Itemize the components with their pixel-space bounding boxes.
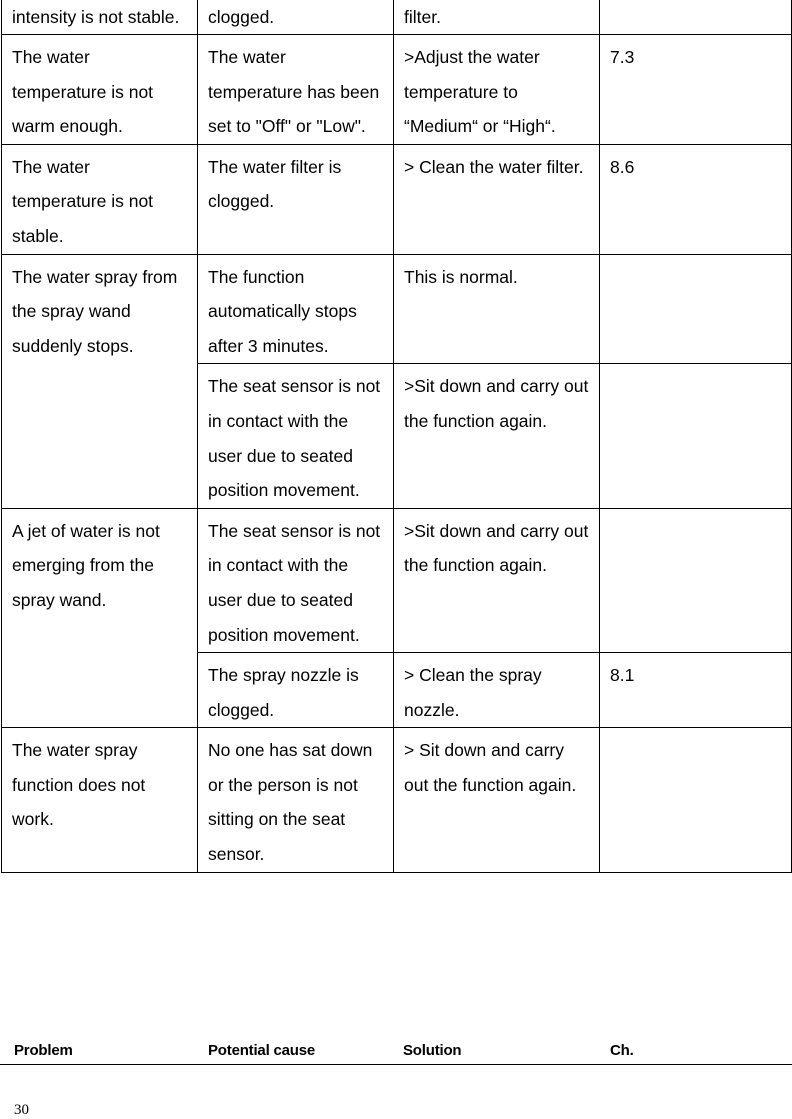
chapter-column-label: Ch. xyxy=(610,1042,634,1059)
solution-cell: > Sit down and carry out the function again. xyxy=(394,728,600,872)
chapter-cell xyxy=(600,254,792,364)
chapter-cell: 8.1 xyxy=(600,653,792,728)
cause-cell: The water filter is clogged. xyxy=(198,144,394,254)
table-row xyxy=(2,728,792,872)
problem-cell: The water temperature is not warm enough. xyxy=(2,35,198,145)
cause-cell: The seat sensor is not in contact with the user due to seated position movement. xyxy=(198,508,394,652)
problem-cell: intensity is not stable. xyxy=(2,0,198,35)
cause-cell: The spray nozzle is clogged. xyxy=(198,653,394,728)
table-row xyxy=(2,508,792,652)
cause-cell: No one has sat down or the person is not sitting on the seat sensor. xyxy=(198,728,394,872)
troubleshooting-table xyxy=(1,0,792,873)
solution-cell: >Sit down and carry out the function again. xyxy=(394,508,600,652)
problem-cell: The water spray from the spray wand suddenly stops. xyxy=(2,254,198,508)
solution-cell: This is normal. xyxy=(394,254,600,364)
chapter-cell xyxy=(600,728,792,872)
solution-cell: >Adjust the water temperature to “Medium“ or “High“. xyxy=(394,35,600,145)
solution-cell: filter. xyxy=(394,0,600,35)
table-row xyxy=(2,144,792,254)
table-row xyxy=(2,35,792,145)
chapter-cell: 7.3 xyxy=(600,35,792,145)
solution-column-label: Solution xyxy=(403,1042,462,1059)
problem-cell: The water spray function does not work. xyxy=(2,728,198,872)
cause-cell: The seat sensor is not in contact with the user due to seated position movement. xyxy=(198,364,394,508)
cause-cell: The function automatically stops after 3 minutes. xyxy=(198,254,394,364)
chapter-cell xyxy=(600,508,792,652)
problem-column-label: Problem xyxy=(14,1042,73,1059)
chapter-cell xyxy=(600,0,792,35)
solution-cell: > Clean the spray nozzle. xyxy=(394,653,600,728)
solution-cell: > Clean the water filter. xyxy=(394,144,600,254)
table-row xyxy=(2,254,792,364)
solution-cell: >Sit down and carry out the function again. xyxy=(394,364,600,508)
problem-cell: A jet of water is not emerging from the spray wand. xyxy=(2,508,198,728)
chapter-cell: 8.6 xyxy=(600,144,792,254)
table-row xyxy=(2,0,792,35)
page-number: 30 xyxy=(14,1102,29,1118)
cause-cell: clogged. xyxy=(198,0,394,35)
cause-cell: The water temperature has been set to "Off" or "Low". xyxy=(198,35,394,145)
chapter-cell xyxy=(600,364,792,508)
table-column-header xyxy=(0,1040,792,1065)
cause-column-label: Potential cause xyxy=(208,1042,316,1059)
problem-cell: The water temperature is not stable. xyxy=(2,144,198,254)
